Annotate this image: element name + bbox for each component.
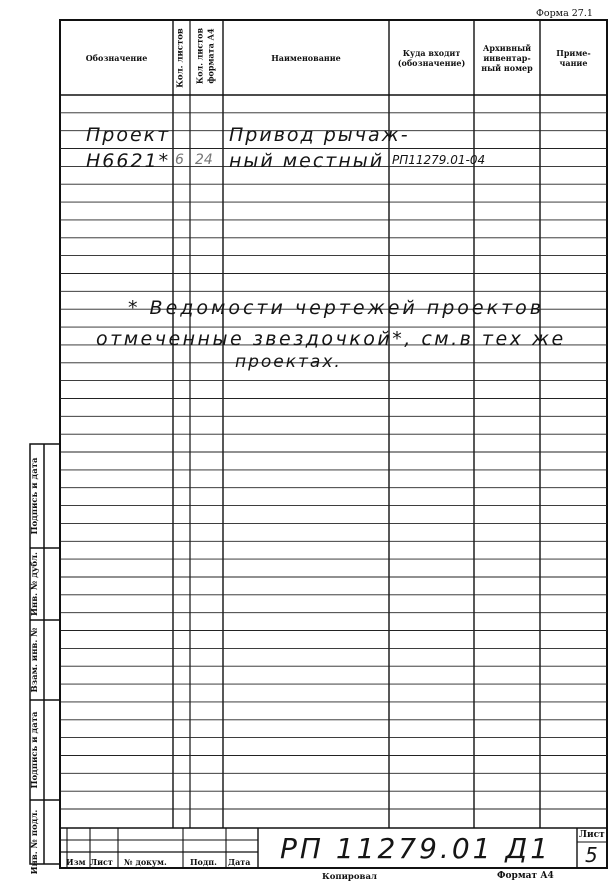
format-label: Формат А4 — [497, 871, 554, 881]
header-note-line1: Приме- — [556, 47, 591, 58]
header-a4-line1: Кол. листов — [194, 27, 205, 85]
footnote-line3: проектах. — [235, 352, 342, 372]
header-sheet-count: Кол. листов — [175, 28, 186, 88]
header-archive-line2: инвентар- — [483, 52, 531, 63]
row2-designation: Н6621* — [86, 150, 171, 172]
header-archive-line1: Архивный — [482, 42, 532, 53]
footnote-line2: отмеченные звездочкой*, см.в тех же — [96, 328, 566, 350]
row1-designation: Проект — [86, 124, 171, 146]
tb-podp: Подп. — [190, 857, 217, 867]
tb-document-code: РП 11279.01 Д1 — [280, 832, 552, 865]
header-name: Наименование — [271, 52, 341, 63]
row2-name: ный местный — [229, 150, 385, 172]
header-a4-count — [195, 20, 219, 93]
side-sign-date-2: Подпись и дата — [30, 711, 40, 789]
tb-izm: Изм — [66, 857, 86, 867]
row2-sheets: 6 — [175, 152, 184, 168]
header-used-in — [389, 20, 474, 95]
tb-sheet-number: 5 — [585, 843, 600, 867]
header-designation: Обозначение — [85, 52, 148, 63]
row2-used-in: РП11279.01-04 — [392, 153, 486, 167]
header-archive — [474, 20, 540, 95]
header-note — [540, 20, 607, 95]
header-archive-line3: ный номер — [481, 62, 533, 73]
header-a4-line2: формата А4 — [205, 28, 216, 84]
side-inv-dup: Инв. № дубл. — [30, 552, 40, 617]
row1-name: Привод рычаж- — [229, 124, 410, 146]
tb-doc-no: № докум. — [124, 857, 167, 867]
tb-date: Дата — [228, 857, 251, 867]
form-label: Форма 27.1 — [536, 8, 593, 19]
side-inv-orig: Инв. № подл. — [30, 809, 40, 875]
tb-list: Лист — [90, 857, 113, 867]
header-used-in-line2: (обозначение) — [397, 57, 466, 68]
row2-a4: 24 — [195, 152, 213, 168]
header-used-in-line1: Куда входит — [402, 47, 461, 58]
side-sign-date-1: Подпись и дата — [30, 457, 40, 535]
header-note-line2: чание — [559, 57, 588, 68]
tb-sheet-label: Лист — [579, 830, 605, 840]
side-vzam-inv: Взам. инв. № — [30, 627, 40, 693]
copied-label: Копировал — [322, 872, 377, 882]
footnote-line1: * Ведомости чертежей проектов — [128, 297, 544, 319]
